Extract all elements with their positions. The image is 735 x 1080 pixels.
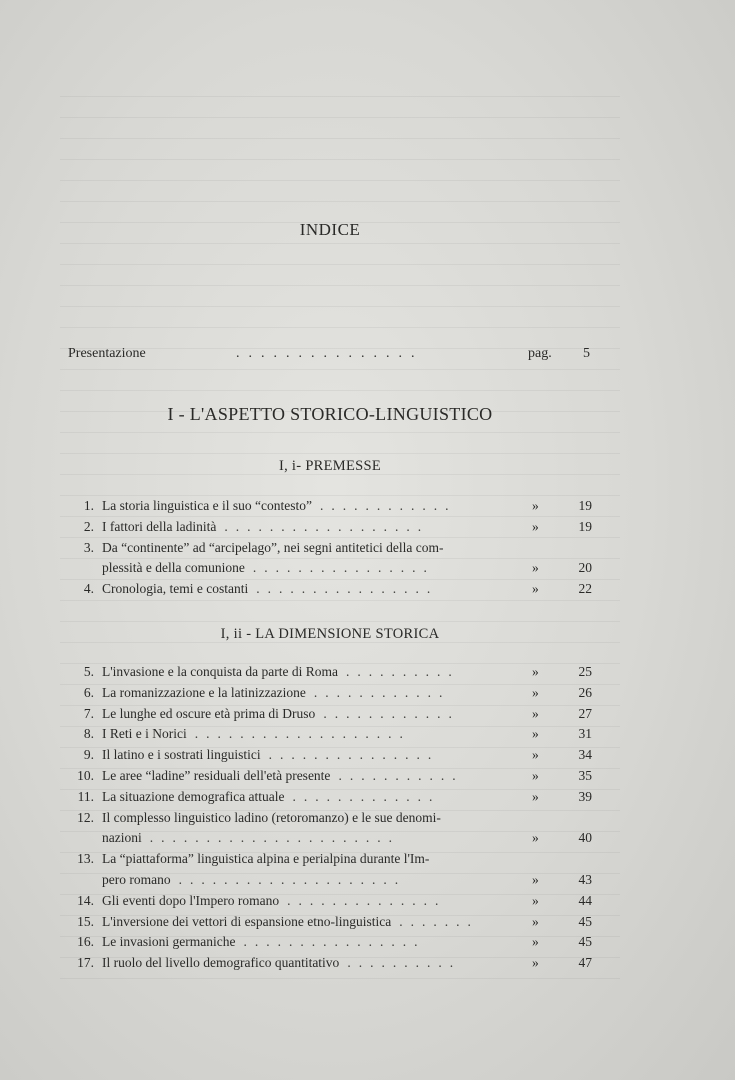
entry-page-number: 19 [578, 498, 592, 513]
toc-entry[interactable] [0, 496, 600, 517]
entry-title-line: Il latino e i sostrati linguistici [102, 747, 261, 763]
entry-page-number: 45 [578, 913, 592, 929]
entry-number: 5. [83, 664, 94, 679]
leader-dots: .............. [287, 892, 447, 908]
ditto-mark: » [532, 726, 539, 742]
ditto-mark: » [532, 934, 539, 950]
entry-title-line: Il ruolo del livello demografico quantitativo [102, 955, 340, 971]
section-heading-dimensione-storica: I, ii - LA DIMENSIONE STORICA [220, 626, 440, 642]
ditto-mark: » [532, 955, 539, 971]
ditto-mark: » [532, 788, 539, 804]
entry-title-line: La storia linguistica e il suo “contesto” [102, 498, 312, 513]
leader-dots: .................. [224, 518, 430, 534]
ditto-mark: » [532, 747, 539, 763]
page-abbrev: pag. [528, 346, 552, 361]
ditto-mark: » [532, 518, 539, 534]
ditto-mark: » [532, 705, 539, 721]
entry-title-line: Da “continente” ad “arcipelago”, nei segni antitetici della com- [102, 539, 444, 555]
leader-dots: ............ [313, 684, 451, 700]
toc-entry[interactable] [0, 579, 600, 600]
leader-dots: ............... [268, 747, 440, 763]
entry-number: 9. [83, 747, 94, 763]
entry-title-line: Il complesso linguistico ladino (retoromanzo) e le sue denomi- [102, 809, 441, 825]
entry-page-number: 40 [578, 830, 592, 846]
part-heading: I - L'ASPETTO STORICO-LINGUISTICO [167, 404, 493, 424]
entry-page-number: 45 [578, 934, 592, 950]
entry-number: 1. [83, 498, 94, 513]
ditto-mark: » [532, 581, 539, 597]
entry-number: 10. [77, 768, 94, 783]
leader-dots: .......... [347, 955, 462, 971]
leader-dots: ................ [252, 560, 435, 576]
toc-entry[interactable] [0, 724, 600, 745]
entry-number: 14. [77, 892, 94, 908]
leader-dots: ........... [338, 768, 464, 783]
toc-entry[interactable] [0, 808, 600, 850]
ditto-mark: » [532, 768, 539, 783]
ditto-mark: » [532, 560, 539, 576]
toc-entry[interactable] [0, 745, 600, 766]
entry-page-number: 27 [578, 705, 592, 721]
toc-entry[interactable] [0, 517, 600, 538]
entry-page-number: 22 [578, 581, 592, 597]
toc-entry[interactable] [0, 932, 600, 953]
ditto-mark: » [532, 892, 539, 908]
entry-number: 3. [83, 539, 94, 555]
toc-entry[interactable] [0, 912, 600, 933]
presentation-label: Presentazione [68, 346, 146, 361]
entry-number: 6. [83, 684, 94, 700]
leader-dots: ............... [236, 346, 424, 361]
leader-dots: ............. [292, 788, 441, 804]
entry-title-line: La situazione demografica attuale [102, 788, 285, 804]
entry-title-line: pero romano [102, 871, 171, 887]
entry-number: 2. [83, 518, 94, 534]
ditto-mark: » [532, 913, 539, 929]
entry-page-number: 31 [578, 726, 592, 742]
toc-entry[interactable] [0, 683, 600, 704]
ditto-mark: » [532, 871, 539, 887]
ditto-mark: » [532, 830, 539, 846]
entry-page-number: 25 [578, 664, 592, 679]
entry-title-line: Le aree “ladine” residuali dell'età presente [102, 768, 331, 783]
entry-page-number: 43 [578, 871, 592, 887]
leader-dots: ................ [256, 581, 439, 597]
entry-page-number: 26 [578, 684, 592, 700]
entry-number: 13. [77, 851, 94, 867]
toc-entry[interactable] [0, 704, 600, 725]
toc-entry[interactable] [0, 662, 600, 683]
entry-title-line: La “piattaforma” linguistica alpina e perialpina durante l'Im- [102, 851, 430, 867]
toc-entry[interactable] [0, 849, 600, 891]
toc-entry[interactable] [0, 891, 600, 912]
entry-number: 12. [77, 809, 94, 825]
leader-dots: ....... [399, 913, 479, 929]
leader-dots: ............ [319, 498, 457, 513]
presentation-page-number: 5 [583, 346, 590, 361]
ditto-mark: » [532, 664, 539, 679]
toc-entry[interactable] [0, 538, 600, 580]
entry-number: 4. [83, 581, 94, 597]
toc-entry[interactable] [0, 953, 600, 974]
entry-page-number: 39 [578, 788, 592, 804]
section-heading-premesse: I, i- PREMESSE [278, 458, 382, 474]
entry-page-number: 47 [578, 955, 592, 971]
entry-number: 11. [77, 788, 94, 804]
toc-entry[interactable] [0, 787, 600, 808]
entry-title-line: Cronologia, temi e costanti [102, 581, 249, 597]
entry-number: 15. [77, 913, 94, 929]
entry-title-line: I Reti e i Norici [102, 726, 187, 742]
entry-title-line: L'inversione dei vettori di espansione etno-linguistica [102, 913, 392, 929]
entry-title-line: Gli eventi dopo l'Impero romano [102, 892, 280, 908]
entry-number: 8. [83, 726, 94, 742]
ditto-mark: » [532, 684, 539, 700]
entry-title-line: Le lunghe ed oscure età prima di Druso [102, 705, 316, 721]
entry-number: 7. [83, 705, 94, 721]
leader-dots: ............ [323, 705, 460, 721]
entry-page-number: 34 [578, 747, 592, 763]
ditto-mark: » [532, 498, 539, 513]
entry-title-line: La romanizzazione e la latinizzazione [102, 684, 306, 700]
leader-dots: ................... [194, 726, 411, 742]
entry-title-line: I fattori della ladinità [102, 518, 217, 534]
entry-number: 17. [77, 955, 94, 971]
page-title: INDICE [299, 220, 361, 239]
toc-entry[interactable] [0, 766, 600, 787]
leader-dots: ...................... [149, 830, 400, 846]
entry-page-number: 44 [578, 892, 592, 908]
entry-title-line: Le invasioni germaniche [102, 934, 236, 950]
entry-title-line: nazioni [102, 830, 142, 846]
leader-dots: .................... [178, 871, 407, 887]
leader-dots: .......... [346, 664, 460, 679]
entry-title-line: plessità e della comunione [102, 560, 245, 576]
entry-title-line: L'invasione e la conquista da parte di Roma [102, 664, 338, 679]
entry-page-number: 19 [578, 518, 592, 534]
entry-page-number: 35 [578, 768, 592, 783]
entry-number: 16. [77, 934, 94, 950]
leader-dots: ................ [243, 934, 426, 950]
entry-page-number: 20 [578, 560, 592, 576]
